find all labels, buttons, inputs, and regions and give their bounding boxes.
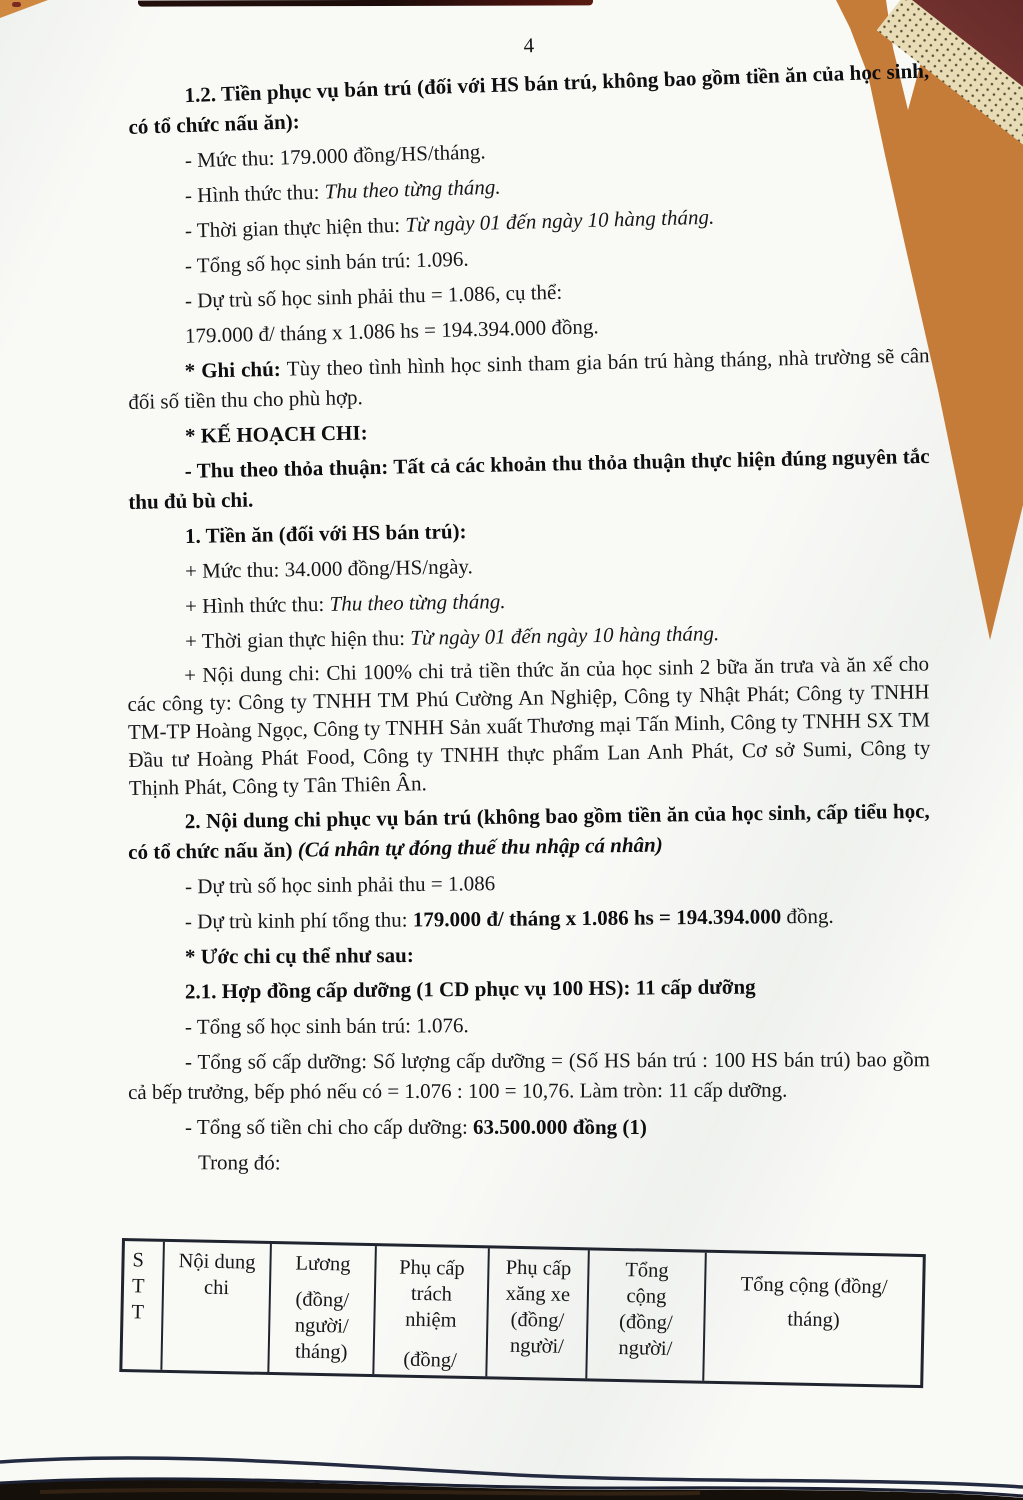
- line-tong-tien: [128, 1112, 930, 1142]
- spacer: [283, 1276, 362, 1288]
- para-ghi-chu: [127, 340, 930, 417]
- line-tong-hs: - Tổng số học sinh bán trú: 1.076.: [184, 1013, 469, 1039]
- ghi-chu-label: * Ghi chú:: [184, 356, 287, 383]
- kinh-phi-tail: đồng.: [781, 903, 834, 929]
- ghi-chu-text: Tùy theo tình hình học sinh tham gia bán trú hàng tháng, nhà trường sẽ cân đối số tiền thu cho phù hợp.: [128, 343, 930, 414]
- para-noi-dung-chi: + Nội dung chi: Chi 100% chi trả tiền thức ăn của học sinh 2 bữa ăn trưa và ăn xế cho các công ty: Công ty TNHH TM Phú Cường An Nghiệp, Công ty Nhật Phát; Công ty TNHH TM-TP Hoàng Ngọc, Công ty TNHH Sản xuất Thương mại Tấn Minh, Công ty TNHH SX TM Đầu tư Hoàng Phát Food, Công ty TNHH thực phẩm Lan Anh Phát, Cơ sở Sumi, Công ty Thịnh Phát, Công ty Tân Thiên Ân.: [127, 651, 931, 800]
- spacer: [389, 1332, 472, 1348]
- kinh-phi-value: 179.000 đ/ tháng x 1.086 hs = 194.394.000: [412, 904, 782, 932]
- floor-sliver-top-left: [0, 0, 48, 18]
- thoi-gian-label: + Thời gian thực hiện thu:: [184, 625, 411, 654]
- line-du-tru-2: - Dự trù số học sinh phải thu = 1.086: [184, 871, 496, 899]
- phu-cap-tn-line2: (đồng/: [403, 1348, 458, 1372]
- table-header-tong-cong-nguoi: Tổng cộng (đồng/ người/: [587, 1250, 707, 1380]
- page-edge-line-1: [0, 1458, 1023, 1487]
- luong-line2: (đồng/ người/ tháng): [294, 1288, 350, 1364]
- page-edge-line-2: [0, 1479, 1023, 1496]
- line-trong-do: Trong đó:: [197, 1150, 281, 1175]
- table-header-phu-cap-trach-nhiem: [374, 1246, 490, 1376]
- luong-line1: Lương: [295, 1252, 351, 1276]
- para-tong-cap-duong: - Tổng số cấp dưỡng: Số lượng cấp dưỡng = (Số HS bán trú : 100 HS bán trú) bao gồm cả bếp trưởng, bếp phó nếu có = 1.076 : 100 = 10,76. Làm tròn: 11 cấp dưỡng.: [128, 1047, 930, 1104]
- heading-2-1: 2.1. Hợp đồng cấp dưỡng (1 CD phục vụ 100 HS): 11 cấp dưỡng: [184, 974, 756, 1004]
- para-thu-thoa-thuan: - Thu theo thỏa thuận: Tất cả các khoản thu thỏa thuận thực hiện đúng nguyên tắc thu đủ bù chi.: [128, 443, 930, 514]
- table-header-noi-dung-chi: Nội dung chi: [162, 1242, 272, 1372]
- bottom-dark-band: [0, 1480, 1023, 1500]
- line-hinh-thuc-1: [128, 579, 930, 622]
- floor-sliver-dot: [12, 2, 21, 7]
- document-page: [127, 33, 931, 1182]
- hinh-thuc-label: - Hình thức thu:: [184, 179, 325, 208]
- bottom-band-highlight: [40, 1490, 700, 1494]
- line-muc-thu-1: + Mức thu: 34.000 đồng/HS/ngày.: [184, 554, 474, 584]
- tong-tien-value: 63.500.000 đồng (1): [473, 1115, 647, 1139]
- cost-table: [119, 1238, 926, 1388]
- object-edge-top: [138, 0, 593, 7]
- table-header-luong: [269, 1244, 377, 1374]
- line-cong-thuc-12: 179.000 đ/ tháng x 1.086 hs = 194.394.000 đồng.: [184, 314, 599, 348]
- heading-2-main: 2. Nội dung chi phục vụ bán trú (không bao gồm tiền ăn của học sinh, cấp tiểu học, có tổ chức nấu ăn): [128, 798, 930, 864]
- line-muc-thu-12: - Mức thu: 179.000 đồng/HS/tháng.: [184, 139, 486, 173]
- line-du-tru-12: - Dự trù số học sinh phải thu = 1.086, cụ thể:: [184, 279, 563, 313]
- heading-2-note: (Cá nhân tự đóng thuế thu nhập cá nhân): [297, 832, 663, 862]
- kinh-phi-label: - Dự trù kinh phí tổng thu:: [184, 907, 413, 934]
- thoi-gian-label: - Thời gian thực hiện thu:: [184, 212, 406, 243]
- line-kinh-phi: [128, 900, 930, 937]
- thoi-gian-value: Từ ngày 01 đến ngày 10 hàng tháng.: [410, 621, 720, 650]
- heading-ke-hoach-chi: * KẾ HOẠCH CHI:: [184, 420, 368, 448]
- heading-uoc-chi: * Ước chi cụ thể như sau:: [184, 943, 414, 969]
- heading-1-2: 1.2. Tiền phục vụ bán trú (đối với HS bán trú, không bao gồm tiền ăn của học sinh, có tổ chức nấu ăn):: [128, 58, 930, 139]
- table-header-tong-cong-thang: Tổng cộng (đồng/ tháng): [740, 1273, 888, 1332]
- line-tong-so-hs-12: - Tổng số học sinh bán trú: 1.096.: [184, 246, 469, 278]
- thoi-gian-value: Từ ngày 01 đến ngày 10 hàng tháng.: [404, 204, 715, 237]
- page-number: 4: [523, 33, 535, 58]
- table-header-phu-cap-xang-xe: Phụ cấp xăng xe (đồng/ người/: [487, 1248, 590, 1378]
- hinh-thuc-value: Thu theo từng tháng.: [329, 589, 506, 616]
- hinh-thuc-label: + Hình thức thu:: [184, 591, 330, 619]
- hinh-thuc-value: Thu theo từng tháng.: [324, 174, 501, 204]
- phu-cap-tn-line1: Phụ cấp trách nhiệm: [398, 1256, 465, 1332]
- tong-tien-label: - Tổng số tiền chi cho cấp dưỡng:: [185, 1115, 474, 1139]
- table-header-stt: STT: [122, 1241, 165, 1370]
- heading-2: [128, 796, 931, 867]
- heading-1: 1. Tiền ăn (đối với HS bán trú):: [184, 519, 467, 549]
